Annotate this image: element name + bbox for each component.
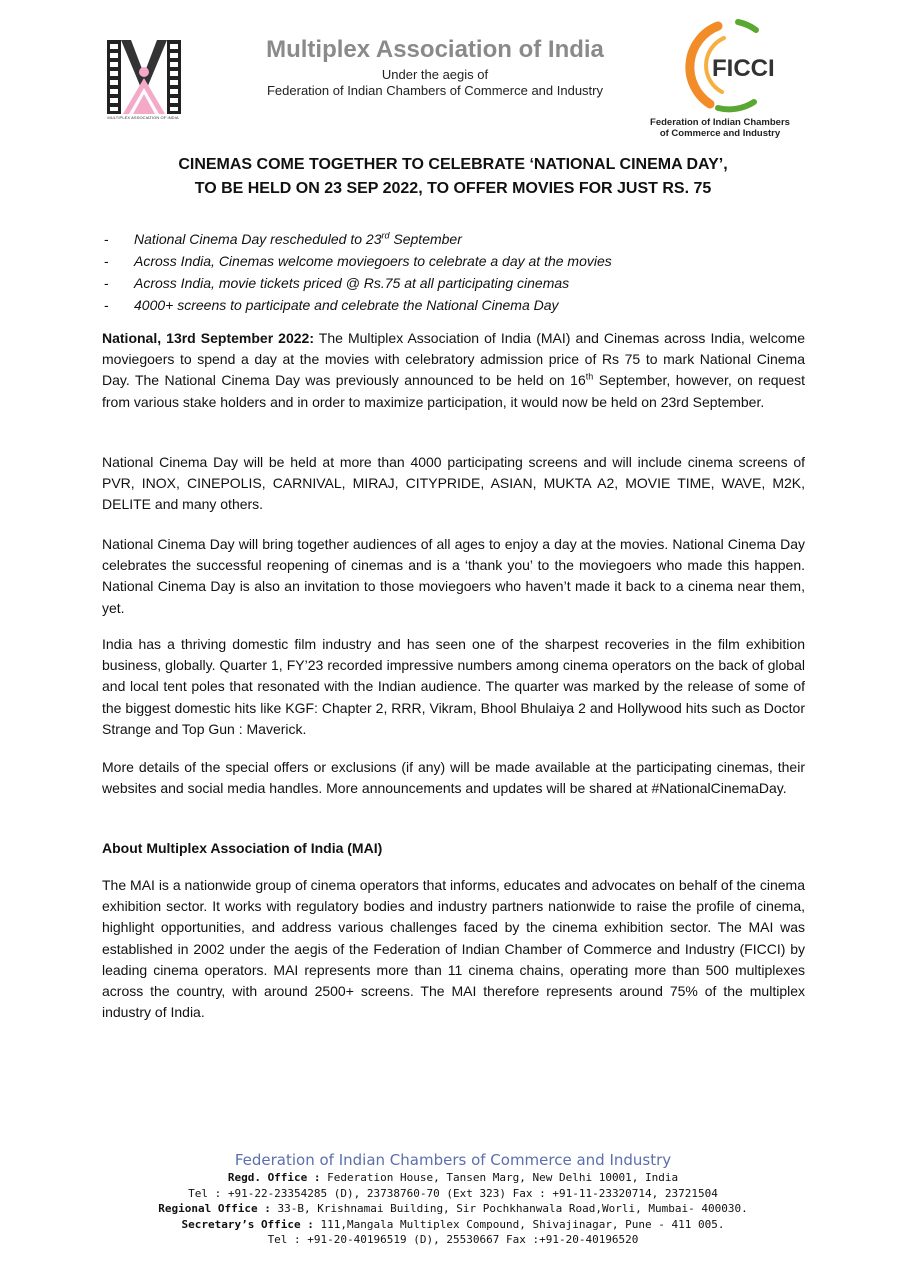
secretary-office-address: 111,Mangala Multiplex Compound, Shivajinagar, Pune - 411 005. [313,1217,725,1231]
bullet-1-sup: rd [381,230,390,241]
regd-office-label: Regd. Office : [227,1171,321,1184]
association-title: Multiplex Association of India [266,36,604,63]
bullet-1-text: National Cinema Day rescheduled to 23 [134,231,382,247]
secretary-office-label: Secretary’s Office : [181,1217,314,1231]
bullet-dash: - [104,275,109,291]
paragraph-details: More details of the special offers or exclusions (if any) will be made available at the participating cinemas, their websites and social media handles. More announcements and updates will be shared at #NationalCinemaDay. [102,759,805,797]
highlights-list [104,228,824,316]
paragraph-about-mai: The MAI is a nationwide group of cinema operators that informs, educates and advocates on behalf of the cinema exhibition sector. It works with regulatory bodies and industry partners nationwide to raise the profile of cinema, highlight opportunities, and address various challenges faced by the cinema exhibition sector. The MAI was established in 2002 under the aegis of the Federation of Indian Chamber of Commerce and Industry (FICCI) by leading cinema operators. MAI represents more than 11 cinema chains, operating more than 500 multiplexes across the country, with around 2500+ screens. The MAI therefore represents around 75% of the multiplex industry of India. [102,877,805,1021]
headline-line-1: CINEMAS COME TOGETHER TO CELEBRATE ‘NATIONAL CINEMA DAY’, [178,156,728,173]
paragraph-screens: National Cinema Day will be held at more than 4000 participating screens and will include cinema screens of PVR, INOX, CINEPOLIS, CARNIVAL, MIRAJ, CITYPRIDE, ASIAN, MUKTA A2, MOVIE TIME, WAVE, M2K, DELITE and many others. [102,454,805,513]
aegis-line: Under the aegis of [381,67,489,82]
paragraph-1-text-a: The Multiplex Association of India (MAI) and Cinemas across India, welcome moviegoers to spend a day at the movies with celebratory admission price of Rs 75 to mark National Cinema Day. The National Cinema Day was previously announced to be held on 16 [102,330,805,389]
footer-tel-2: Tel : +91-20-40196519 (D), 25530667 Fax :+91-20-40196520 [267,1233,639,1246]
regional-office-address: 33-B, Krishnamai Building, Sir Pochkhanwala Road,Worli, Mumbai- 400030. [270,1202,748,1215]
regional-office-label: Regional Office : [158,1202,271,1215]
ficci-wordmark: FICCI [712,55,775,82]
paragraph-1-text-b: September, however, on request from various stake holders and in order to maximize participation, it would now be held on 23rd September. [102,372,805,410]
mai-logo [105,38,183,124]
ficci-caption-line-1: Federation of Indian Chambers [650,117,790,128]
ficci-caption [640,117,800,139]
list-item [104,294,824,316]
ficci-logo [678,18,788,114]
list-item [104,250,824,272]
footer-org-name: Federation of Indian Chambers of Commerce and Industry [234,1151,672,1169]
federation-line: Federation of Indian Chambers of Commerce and Industry [266,83,603,98]
dateline: National, 13rd September 2022: [102,330,314,346]
footer-tel-1: Tel : +91-22-23354285 (D), 23738760-70 (Ext 323) Fax : +91-11-23320714, 23721504 [188,1186,718,1200]
bullet-3-text: Across India, movie tickets priced @ Rs.75 at all participating cinemas [134,275,570,291]
list-item [104,272,824,294]
paragraph-announcement [102,328,805,413]
regd-office-address: Federation House, Tansen Marg, New Delhi 10001, India [320,1171,679,1184]
bullet-dash: - [104,253,109,269]
paragraph-industry: India has a thriving domestic film industry and has seen one of the sharpest recoveries in the film exhibition business, globally. Quarter 1, FY’23 recorded impressive numbers among cinema operators on the back of global and local tent poles that resonated with the Indian audience. The quarter was marked by the release of some of the biggest domestic hits like KGF: Chapter 2, RRR, Vikram, Bhool Bhulaiya 2 and Hollywood hits such as Doctor Strange and Top Gun : Maverick. [102,636,805,737]
about-heading: About Multiplex Association of India (MAI) [102,840,383,856]
bullet-dash: - [104,231,109,247]
mai-logo-caption: MULTIPLEX ASSOCIATION OF INDIA [107,115,179,120]
bullet-1-post: September [389,231,462,247]
ficci-caption-line-2: of Commerce and Industry [659,128,781,139]
paragraph-1-sup: th [585,371,594,382]
list-item [104,228,824,250]
bullet-4-text: 4000+ screens to participate and celebrate the National Cinema Day [134,297,559,313]
bullet-2-text: Across India, Cinemas welcome moviegoers to celebrate a day at the movies [134,253,612,269]
footer-regd-office [120,1170,786,1186]
footer-regional-office [120,1201,786,1217]
footer-secretary-office [120,1217,786,1233]
bullet-dash: - [104,297,109,313]
headline-line-2: TO BE HELD ON 23 SEP 2022, TO OFFER MOVIES FOR JUST RS. 75 [194,180,712,197]
letterhead-footer [120,1150,786,1248]
press-release-headline [60,153,846,201]
paragraph-audiences: National Cinema Day will bring together audiences of all ages to enjoy a day at the movies. National Cinema Day celebrates the successful reopening of cinemas and is a ‘thank you’ to the moviegoers who made this happen. National Cinema Day is also an invitation to those moviegoers who haven’t made it back to a cinema near them, yet. [102,536,805,616]
